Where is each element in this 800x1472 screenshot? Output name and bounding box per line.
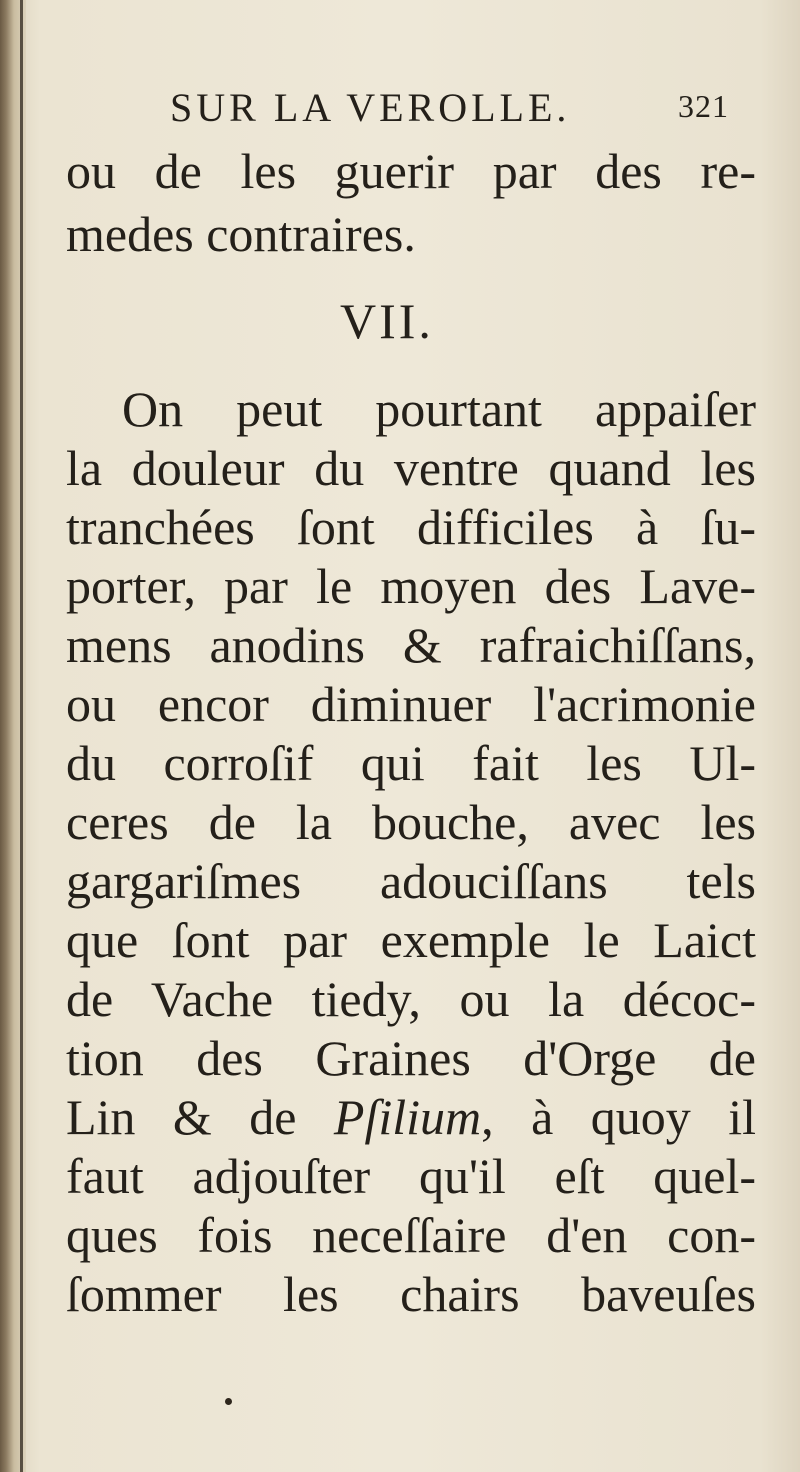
text-line: ou de les guerir par des re- [66, 143, 756, 199]
text-line: mens anodins & rafraichiſſans, [66, 617, 756, 673]
text-line: gargariſmes adouciſſans tels [66, 853, 756, 909]
text-line: ques fois neceſſaire d'en con- [66, 1207, 756, 1263]
text-line: ceres de la bouche, avec les [66, 794, 756, 850]
text-segment: Lin & de [66, 1089, 334, 1145]
section-number: VII. [340, 293, 434, 349]
text-line: tranchées ſont difficiles à ſu- [66, 499, 756, 555]
text-line: tion des Graines d'Orge de [66, 1030, 756, 1086]
italic-term: Pſilium [333, 1089, 482, 1145]
text-line: On peut pourtant appaiſer [122, 381, 756, 437]
text-line-mixed [66, 1088, 756, 1147]
text-segment: , à quoy il [481, 1089, 756, 1145]
text-line: du corroſif qui fait les Ul- [66, 735, 756, 791]
ink-dot [225, 1398, 232, 1405]
carryover-text [66, 140, 756, 266]
page-number: 321 [678, 88, 729, 124]
text-line: faut adjouſter qu'il eſt quel- [66, 1148, 756, 1204]
text-line: medes contraires. [66, 206, 416, 262]
text-line: que ſont par exemple le Laict [66, 912, 756, 968]
text-line: ou encor diminuer l'acrimonie [66, 676, 756, 732]
text-line: porter, par le moyen des Lave- [66, 558, 756, 614]
binding-line [20, 0, 23, 1472]
text-line: ſommer les chairs baveuſes [66, 1266, 756, 1322]
paragraph [66, 380, 756, 1324]
running-title: SUR LA VEROLLE. [170, 85, 571, 130]
text-line: la douleur du ventre quand les [66, 440, 756, 496]
text-line: de Vache tiedy, ou la décoc- [66, 971, 756, 1027]
page-header [170, 84, 770, 134]
